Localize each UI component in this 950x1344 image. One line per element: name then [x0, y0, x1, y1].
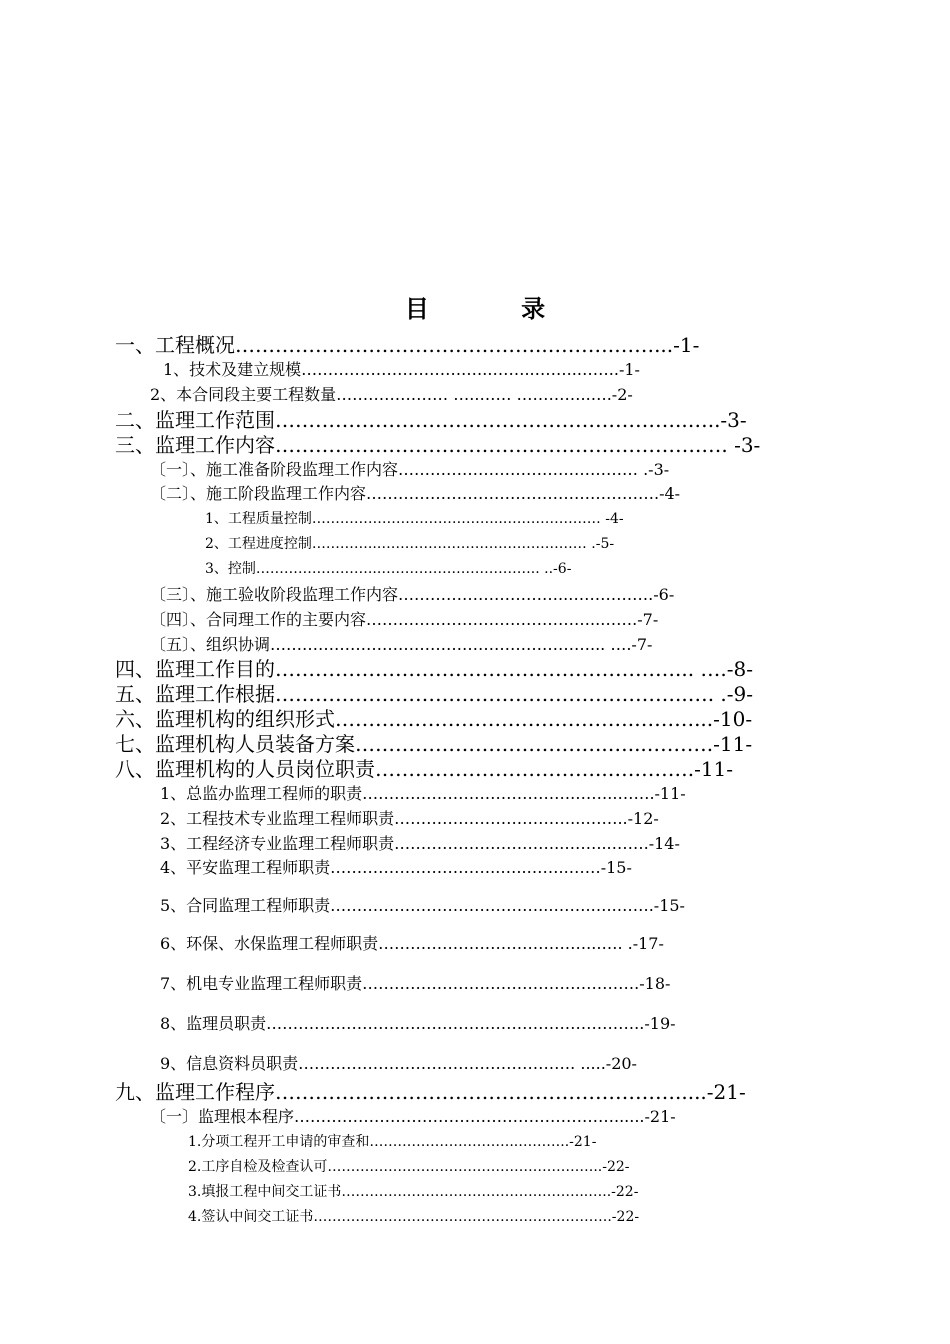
toc-entry: 8、监理员职责……………………………………………………………..-19- — [160, 1014, 676, 1033]
toc-entry: 2、本合同段主要工程数量………………… …..…… …………..….-2- — [150, 385, 633, 404]
toc-entry: 七、监理机构人员装备方案………………………………..…...……….-11- — [115, 732, 753, 756]
toc-entry: 〔三〕、施工验收阶段监理工作内容…………………………..…………….-6- — [150, 585, 675, 604]
toc-entry: 3.填报工程中间交工证书……………………………………………..…..-22- — [188, 1184, 639, 1200]
toc-entry: 〔一〕、施工准备阶段监理工作内容……………………………………… .-3- — [150, 460, 670, 479]
toc-entry: 四、监理工作目的……………………………………………………... ….-8- — [115, 657, 754, 681]
toc-entry: 二、监理工作范围……………………………………………………..…..-3- — [115, 408, 747, 432]
toc-entry: 1、技术及建立规模………………………….…..……..……..……..-1- — [163, 360, 640, 379]
toc-entry: 1、工程质量控制…………………………………..………………… -4- — [205, 511, 624, 527]
toc-entry: 4、平安监理工程师职责…………………………..…..……..……-15- — [160, 858, 632, 877]
toc-entry: 六、监理机构的组织形式………..…………………………….………...-10- — [115, 707, 753, 731]
toc-entry: 〔五〕、组织协调……………………………………………………... ….-7- — [150, 635, 653, 654]
toc-entry: 5、合同监理工程师职责…………………………………...…….…..…….-15- — [160, 896, 685, 915]
toc-title: 目 录 — [404, 294, 588, 323]
toc-entry: 〔二〕、施工阶段监理工作内容……………………………………………….-4- — [150, 484, 681, 503]
toc-entry: 3、控制……………………..…………………………….. ..-6- — [205, 561, 572, 577]
toc-entry: 1、总监办监理工程师的职责………………………………….……..…….-11- — [160, 784, 686, 803]
toc-entry: 九、监理工作程序…………………………………………………….....-21- — [115, 1080, 746, 1104]
toc-entry: 〔一〕监理根本程序……………………………………………………......-21- — [150, 1107, 676, 1126]
toc-entry: 2、工程进度控制…………..……………………………………… .-5- — [205, 536, 615, 552]
toc-entry: 三、监理工作内容……………………………………………………….…. -3- — [115, 433, 761, 457]
toc-entry: 6、环保、水保监理工程师职责…………………………………...…. .-17- — [160, 934, 664, 953]
toc-entry: 4.签认中间交工证书……………………………………………………….-22- — [188, 1209, 640, 1225]
toc-entry: 1.分项工程开工申请的审查和…………………………..………..-21- — [188, 1134, 597, 1150]
toc-entry: 9、信息资料员职责……………………………………………. .....-20- — [160, 1054, 637, 1073]
toc-entry: 五、监理工作根据……………………………………………………..…. .-9- — [115, 682, 754, 706]
toc-entry: 2.工序自检及检查认可…………………………………………………..-22- — [188, 1159, 630, 1175]
toc-entry: 〔四〕、合同理工作的主要内容……………………………………..…….-7- — [150, 610, 659, 629]
toc-entry: 八、监理机构的人员岗位职责……………………………..………….-11- — [115, 757, 734, 781]
toc-entry: 3、工程经济专业监理工程师职责…………………………..……...…….-14- — [160, 834, 680, 853]
toc-entry: 7、机电专业监理工程师职责…………………………………………….-18- — [160, 974, 671, 993]
toc-entry: 2、工程技术专业监理工程师职责……………………………...……..-12- — [160, 809, 659, 828]
toc-entry: 一、工程概况………………………………………..……….……...-1- — [115, 333, 700, 357]
